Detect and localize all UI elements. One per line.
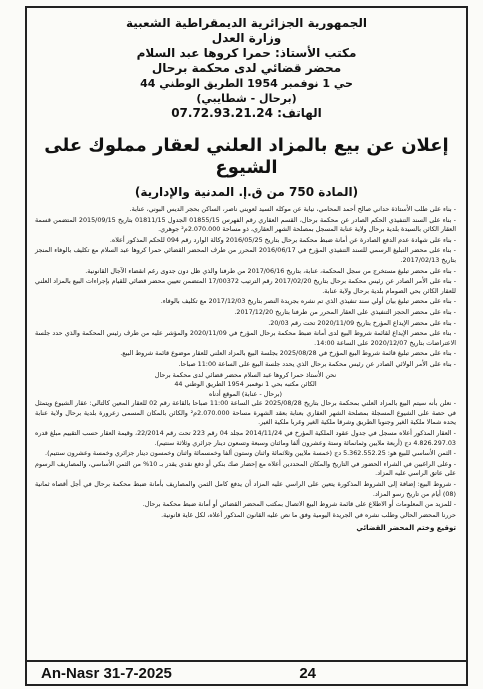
paragraph: - بناء على محضر تبليغ قائمة شروط البيع المؤرخ في 2025/08/28 بجلسة البيع بالمزاد العلني للعقار موضوع قائمة شروط البيع.: [120, 349, 456, 358]
paragraph: - للمزيد من المعلومات أو الاطلاع على قائمة شروط البيع الاتصال بمكتب المحضر القضائي أو أمانة ضبط محكمة برحال.: [142, 500, 456, 509]
paragraph: - بناء على محضر التبليغ الرسمي للسند التنفيذي المؤرخ في 2016/06/17 المحرر من طرف المحضر القضائي حمرا كروها عبد السلام مع تكليف بالوفاء المنجز بتاريخ 2017/02/13.: [35, 246, 456, 264]
notice-body: [27, 205, 466, 532]
phone-label: الهاتف:: [277, 106, 322, 120]
paragraph: - بناء على الأمر الولائي الصادر عن رئيس محكمة برحال الذي يحدد جلسة البيع على الساعة 11:00 صباحا.: [178, 359, 456, 368]
ministry-line: وزارة العدل: [211, 31, 282, 45]
paragraph: - بناء على السند التنفيذي الحكم الصادر عن محكمة برحال، القسم العقاري رقم الفهرس 01855/15 الجدول 01811/15 بتاريخ 2015/09/15 المتضمن قسمة العقار الكائن بالسيدة بلدية برحال ولاية عنابة المسجل بمصلحة الشهر العقاري، ذو مساحة 2.070.000م² جوهري.: [35, 215, 456, 234]
paragraph: - بناء على محضر تبليغ بيان أولي سند تنفيذي الذي تم نشره بجريدة النصر بتاريخ 2017/12/03 مع تكليف بالوفاء.: [160, 297, 456, 306]
republic-line: الجمهورية الجزائرية الديمقراطية الشعبية: [125, 16, 368, 30]
page-footer: [25, 662, 468, 686]
phone-number: 07.72.93.21.24: [171, 106, 273, 120]
city-line: (برحال - شطايبي): [196, 92, 297, 105]
legal-notice-box: [25, 6, 468, 662]
paragraph: - نعلن بأنه سيتم البيع بالمزاد العلني بمحكمة برحال بتاريخ 2025/08/28 على الساعة 11:00 صباحا بالقاعة رقم 02 للعقار المعين كالتالي: عقار الشيوع ويتمثل في حصة على الشيوع المسجلة بمصلحة الشهر العقاري بعنابة بعقد الشهرة مساحة 2.070.000م² والكائن بالمكان المسمى زعرورة بلدية برحال ولاية عنابة يحده شمالا ملكية الغير وجنوبا الطريق وشرقا ملكية الغير وغربا ملكية الغير.: [35, 399, 456, 427]
signature-line: توقيع وختم المحضر القضائي: [356, 524, 456, 533]
paragraph: - بناء على طلب الأستاذة حداني صالح أحمد المحامي، نيابة عن موكله السيد لعويني ناصر، الساكن بحجر الديس البوني، عنابة.: [129, 205, 456, 213]
bailiff-statement: [35, 371, 456, 400]
paragraph: - بناء على الأمر الصادر عن رئيس محكمة برحال بتاريخ 2017/02/20 رقم الترتيب 17/00372 المتضمن تعيين محضر قضائي للقيام بإجراءات البيع بالمزاد العلني للعقار الكائن بحي الصومام بلدية برحال ولاية عنابة.: [35, 277, 457, 295]
center-line: الكائن مكتبه بحي 1 نوفمبر 1954 الطريق الوطني 44: [174, 380, 317, 389]
center-line: (برحال - عنابة) الموقع أدناه: [208, 389, 283, 398]
phone-line: [27, 106, 466, 121]
paragraph: - بناء على محضر الإيداع لقائمة شروط البيع لدى أمانة ضبط محكمة برحال المؤرخ في 2020/11/09 والمؤشر عليه من طرف رئيس المحكمة والذي حدد جلسة الاعتراضات بتاريخ 2020/12/07 على الساعة 14:00.: [35, 329, 457, 347]
publication-date: An-Nasr 31-7-2025: [41, 664, 172, 682]
paragraph: - بناء على محضر تبليغ مستخرج من سجل المحكمة، عنابة، بتاريخ 2017/06/16 من طرفنا والذي ظل دون جدوى رغم انقضاء الآجال القانونية.: [85, 266, 456, 275]
page-number: 24: [299, 664, 316, 682]
center-line: نحن الأستاذ حمرا كروها عبد السلام محضر قضائي لدى محكمة برحال: [154, 370, 337, 379]
paragraph: حررنا المحضر الحالي وطلب نشره في الجريدة اليومية وفق ما نص عليه القانون المذكور أعلاه، لكل غاية قانونية.: [161, 510, 456, 519]
paragraph: - الثمن الأساسي للبيع هو: 5.362.552.25 دج (خمسة ملايين وثلاثمائة واثنان وستون ألفا وخمسمائة واثنان وخمسون دينار جزائري وخمسة وعشرون سنتيم).: [45, 449, 456, 458]
paragraph: - بناء على محضر الإيداع المؤرخ بتاريخ 2020/11/09 تحت رقم 20/03.: [268, 318, 456, 327]
office-line: مكتب الأستاذ: حمرا كروها عبد السلام: [136, 46, 357, 60]
paragraph: - بناء على شهادة عدم الدفع الصادرة عن أمانة ضبط محكمة برحال بتاريخ 2016/05/25 وكالة الوارد رقم 094 للحكم المذكور أعلاه.: [109, 235, 456, 244]
paragraph: - شروط البيع: إضافة إلى الشروط المذكورة يتعين على الراسي عليه المزاد أن يدفع كامل الثمن والمصاريف بأمانة ضبط محكمة برحال في أجل أقصاه ثمانية (08) أيام من تاريخ رسو المزاد.: [35, 480, 456, 498]
address-line: حي 1 نوفمبر 1954 الطريق الوطني 44: [140, 77, 353, 90]
bailiff-line: محضر قضائي لدى محكمة برحال: [151, 61, 342, 75]
paragraph: - بناء على محضر الحجز التنفيذي على العقار المحرر من طرفنا بتاريخ 2017/12/20.: [234, 307, 456, 316]
notice-subtitle: (المادة 750 من ق.إ. المدنية والإدارية): [134, 185, 359, 199]
paragraph: - وعلى الراغبين في الشراء الحضور في التاريخ والمكان المحددين أعلاه مع إحضار صك بنكي أو دفع نقدي يقدر بـ 10% من الثمن الأساسي، والمصاريف الرسوم على عاتق الراسي عليه المزاد.: [35, 459, 457, 478]
paragraph: - العقار المذكور أعلاه مسجل في جدول عقود الملكية المؤرخ في 2014/11/24 مجلد 04 رقم 223 تحت رقم 22/2014، وقيمة العقار حسب التقييم مبلغ قدره 4.826.297.03 دج (أربعة ملايين وثمانمائة وستة وعشرون ألفا ومائتان وسبعة وتسعون دينار جزائري وثلاثة سنتيم).: [35, 429, 456, 447]
notice-title: إعلان عن بيع بالمزاد العلني لعقار مملوك على الشيوع: [44, 135, 449, 178]
notice-header: [27, 16, 466, 121]
